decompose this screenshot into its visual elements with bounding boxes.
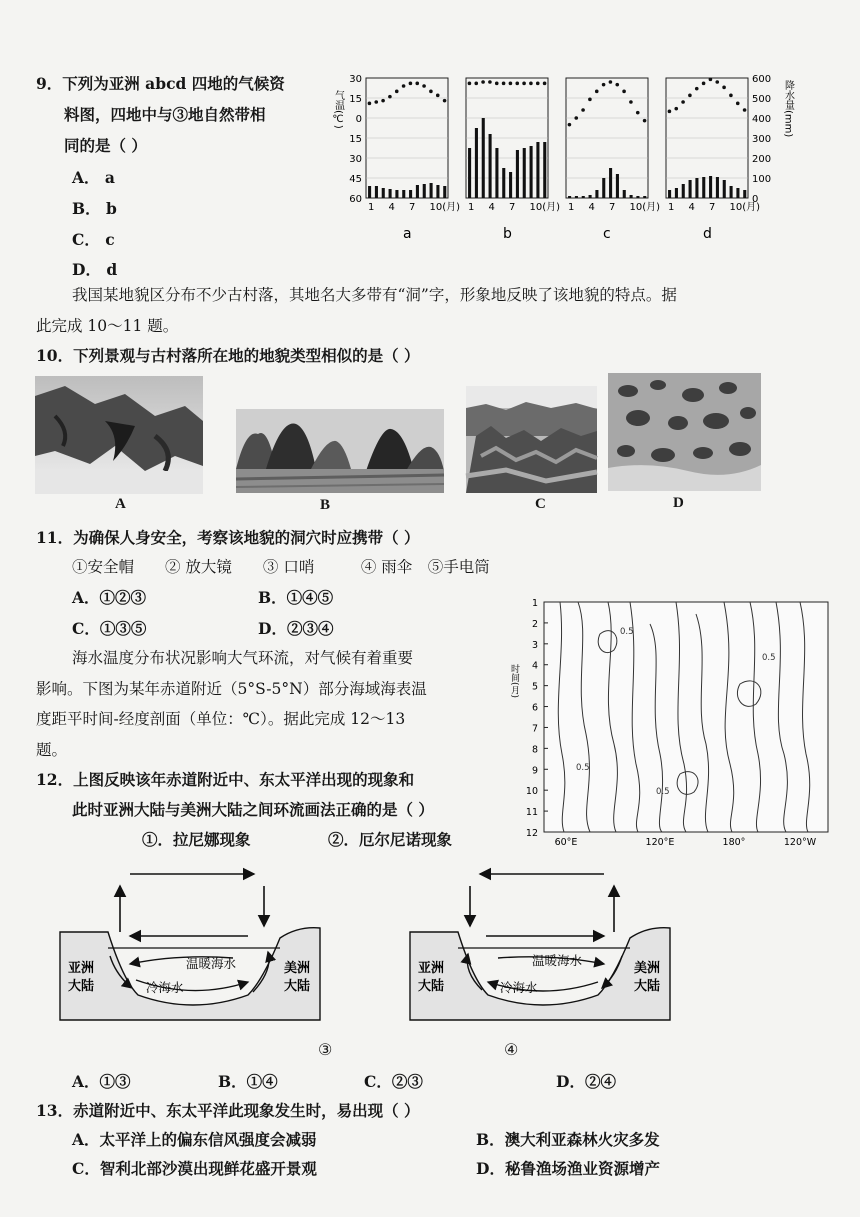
diag3-warm-water: 温暖海水: [186, 956, 237, 971]
diag4-cold-water: 冷海水: [500, 980, 538, 995]
precip-tick: 300: [752, 134, 772, 145]
precip-bar: [616, 174, 619, 198]
precip-bar: [502, 168, 505, 198]
photo-d-eroded-terrain[interactable]: [608, 373, 761, 491]
intro-12-13-line3: 度距平时间-经度剖面（单位：℃）。据此完成 12～13: [36, 710, 406, 728]
photo-d-label: D: [673, 495, 684, 511]
month-tick: 7: [409, 202, 416, 213]
precip-bar: [589, 195, 592, 198]
sst-y-tick: 12: [525, 828, 538, 839]
month-tick: 10(月): [529, 202, 561, 213]
q12-phenomenon-1: ①．拉尼娜现象: [142, 830, 251, 849]
sst-y-tick: 5: [531, 681, 538, 693]
sst-y-axis-title: 时间(月): [509, 664, 519, 699]
intro-12-13-line1: 海水温度分布状况影响大气环流，对气候有着重要: [72, 649, 414, 667]
month-tick: 7: [709, 202, 716, 213]
precip-bar: [595, 190, 598, 198]
temp-point: [429, 90, 433, 94]
temp-point: [574, 116, 578, 120]
precip-bar: [689, 180, 692, 198]
precip-bar: [530, 146, 533, 198]
precip-bar: [509, 172, 512, 198]
temp-point: [602, 83, 606, 87]
q11-option-d[interactable]: D．②③④: [258, 619, 334, 638]
q13-option-b[interactable]: B．澳大利亚森林火灾多发: [476, 1130, 660, 1149]
photo-b-karst-peaks[interactable]: [236, 409, 444, 493]
month-tick: 1: [668, 202, 675, 213]
q11-option-c[interactable]: C．①③⑤: [72, 619, 147, 638]
precip-bar: [430, 183, 433, 198]
climate-panel-label: c: [603, 226, 611, 242]
sst-x-tick: 180°: [722, 837, 746, 848]
climate-panel-label: b: [503, 226, 512, 242]
q12-stem-line2: 此时亚洲大陆与美洲大陆之间环流画法正确的是（ ）: [72, 800, 434, 819]
precip-bar: [395, 190, 398, 198]
temp-tick: 30: [349, 154, 362, 165]
intro-12-13-line2: 影响。下图为某年赤道附近（5°S-5°N）部分海域海表温: [36, 680, 427, 698]
temp-point: [715, 80, 719, 84]
q12-option-b[interactable]: B．①④: [218, 1072, 278, 1091]
month-tick: 7: [609, 202, 616, 213]
q10-stem: 10．下列景观与古村落所在地的地貌类型相似的是（ ）: [36, 346, 420, 365]
q9-stem-line1: 9．下列为亚洲 abcd 四地的气候资: [36, 74, 285, 93]
sst-y-tick: 3: [531, 639, 538, 651]
temp-point: [681, 100, 685, 104]
temp-point: [536, 82, 540, 86]
q11-items: ①安全帽 ② 放大镜 ③ 口哨 ④ 雨伞 ⑤手电筒: [72, 558, 490, 576]
q11-option-a[interactable]: A．①②③: [72, 588, 147, 607]
intro-10-11-line2: 此完成 10～11 题。: [36, 317, 179, 335]
temp-axis-title: 气温(℃): [332, 90, 344, 129]
temp-point: [474, 82, 478, 86]
temp-point: [495, 82, 499, 86]
month-tick: 10(月): [429, 202, 461, 213]
precip-bar: [468, 148, 471, 198]
q13-option-d[interactable]: D．秘鲁渔场渔业资源增产: [476, 1159, 660, 1178]
temp-point: [615, 83, 619, 87]
precip-tick: 600: [752, 74, 772, 85]
circulation-diagram-4[interactable]: [408, 860, 678, 1020]
precip-bar: [575, 196, 578, 198]
diag3-america-line2: 大陆: [284, 979, 311, 994]
temp-point: [709, 78, 713, 82]
precip-bar: [675, 188, 678, 198]
precip-bar: [609, 168, 612, 198]
precip-bar: [636, 196, 639, 198]
sst-y-tick: 4: [531, 660, 538, 672]
climate-panel-label: d: [703, 226, 712, 242]
precip-bar: [443, 186, 446, 198]
precip-bar: [475, 128, 478, 198]
temp-point: [636, 111, 640, 115]
precip-bar: [602, 178, 605, 198]
temp-point: [722, 86, 726, 90]
precip-bar: [702, 177, 705, 198]
month-tick: 1: [568, 202, 575, 213]
temp-point: [388, 95, 392, 99]
temp-point: [515, 82, 519, 86]
temp-point: [395, 90, 399, 94]
diag3-cold-water: 冷海水: [146, 980, 184, 995]
sst-y-tick: 7: [531, 723, 538, 735]
sst-y-tick: 6: [531, 702, 538, 714]
precip-bar: [682, 184, 685, 198]
temp-point: [629, 100, 633, 104]
sst-y-tick: 11: [525, 807, 538, 819]
diag4-asia-line1: 亚洲: [418, 961, 445, 976]
temp-point: [581, 108, 585, 112]
precip-tick: 100: [752, 174, 772, 185]
precip-bar: [482, 118, 485, 198]
sst-x-tick: 120°E: [645, 837, 675, 848]
temp-point: [702, 82, 706, 86]
precip-bar: [709, 176, 712, 198]
temp-tick: 45: [349, 174, 362, 185]
temp-tick: 30: [349, 74, 362, 85]
q12-phenomenon-2: ②．厄尔尼诺现象: [328, 830, 453, 849]
sst-y-tick: 9: [531, 765, 538, 777]
temp-point: [402, 84, 406, 88]
temp-point: [622, 90, 626, 94]
photo-b-label: B: [320, 497, 331, 513]
temp-point: [543, 82, 547, 86]
climate-charts: [330, 70, 794, 250]
photo-c-label: C: [535, 496, 546, 512]
intro-10-11-line1: 我国某地貌区分布不少古村落，其地名大多带有“洞”字，形象地反映了该地貌的特点。据: [72, 286, 677, 304]
q11-stem: 11．为确保人身安全，考察该地貌的洞穴时应携带（ ）: [36, 528, 420, 547]
month-tick: 4: [588, 202, 595, 213]
month-tick: 4: [488, 202, 495, 213]
temp-point: [415, 82, 419, 86]
precip-tick: 500: [752, 94, 772, 105]
precip-bar: [643, 196, 646, 198]
temp-point: [668, 110, 672, 114]
precip-bar: [723, 180, 726, 198]
q12-option-c[interactable]: C．②③: [364, 1072, 423, 1091]
precip-bar: [668, 190, 671, 198]
temp-point: [688, 94, 692, 98]
sst-y-tick: 8: [531, 744, 538, 756]
circulation-diagram-3[interactable]: [58, 860, 328, 1020]
temp-point: [743, 108, 747, 112]
temp-point: [588, 98, 592, 102]
precip-bar: [375, 186, 378, 198]
precip-bar: [630, 195, 633, 198]
temp-point: [374, 100, 378, 104]
temp-point: [368, 102, 372, 106]
temp-point: [468, 82, 472, 86]
sst-y-tick: 1: [531, 598, 538, 609]
diag4-warm-water: 温暖海水: [532, 953, 583, 968]
precip-bar: [416, 185, 419, 198]
q9-option-c[interactable]: C． c: [72, 230, 115, 249]
precip-bar: [368, 186, 371, 198]
sst-x-tick: 120°W: [783, 837, 817, 848]
month-tick: 1: [468, 202, 475, 213]
precip-bar: [743, 190, 746, 198]
temp-point: [381, 99, 385, 103]
photo-c-canyon[interactable]: [466, 386, 597, 493]
q13-option-a[interactable]: A．太平洋上的偏东信风强度会减弱: [72, 1130, 317, 1149]
climate-panel-label: a: [403, 226, 412, 242]
sst-contour-label: 0.5: [620, 627, 634, 637]
precip-bar: [716, 177, 719, 198]
temp-point: [609, 80, 613, 84]
temp-point: [422, 84, 426, 88]
photo-a-label: A: [115, 496, 126, 512]
temp-point: [695, 87, 699, 91]
sst-contour-label: 0.5: [576, 763, 590, 773]
diagram-3-label: ③: [318, 1040, 333, 1059]
temp-point: [674, 107, 678, 111]
diag4-america-line2: 大陆: [634, 979, 661, 994]
precip-bar: [516, 150, 519, 198]
q12-option-a[interactable]: A．①③: [72, 1072, 131, 1091]
month-tick: 4: [688, 202, 695, 213]
q9-option-b[interactable]: B． b: [72, 199, 117, 218]
q9-option-d[interactable]: D． d: [72, 260, 118, 279]
diag3-america-line1: 美洲: [284, 961, 311, 976]
precip-tick: 400: [752, 114, 772, 125]
q13-stem: 13．赤道附近中、东太平洋此现象发生时，易出现（ ）: [36, 1101, 420, 1120]
precip-axis-title: 降水量(mm): [782, 80, 794, 138]
temp-tick: 60: [349, 194, 362, 205]
month-tick: 7: [509, 202, 516, 213]
precip-bar: [389, 189, 392, 198]
month-tick: 4: [388, 202, 395, 213]
photo-a-karst-cave[interactable]: [35, 376, 203, 494]
month-tick: 10(月): [629, 202, 661, 213]
q12-option-d[interactable]: D．②④: [556, 1072, 616, 1091]
temp-point: [502, 82, 506, 86]
precip-bar: [623, 190, 626, 198]
month-tick: 1: [368, 202, 375, 213]
precip-bar: [582, 196, 585, 198]
precip-bar: [402, 190, 405, 198]
temp-point: [488, 80, 492, 84]
precip-tick: 0: [752, 194, 759, 205]
precip-bar: [409, 190, 412, 198]
diagram-4-label: ④: [504, 1040, 519, 1059]
q9-stem-line2: 料图，四地中与③地自然带相: [64, 105, 266, 124]
q13-option-c[interactable]: C．智利北部沙漠出现鲜花盛开景观: [72, 1159, 317, 1178]
precip-bar: [568, 196, 571, 198]
diag3-asia-line1: 亚洲: [68, 961, 95, 976]
sst-x-tick: 60°E: [554, 837, 578, 848]
intro-12-13-line4: 题。: [36, 741, 68, 759]
precip-bar: [730, 186, 733, 198]
temp-tick: 15: [349, 134, 362, 145]
temp-tick: 15: [349, 94, 362, 105]
sst-contour-label: 0.5: [656, 787, 670, 797]
q9-option-a[interactable]: A． a: [72, 168, 115, 187]
diag4-asia-line2: 大陆: [418, 979, 445, 994]
precip-bar: [543, 142, 546, 198]
precip-bar: [495, 148, 498, 198]
temp-point: [529, 82, 533, 86]
precip-bar: [523, 148, 526, 198]
temp-point: [522, 82, 526, 86]
temp-point: [643, 119, 647, 123]
temp-point: [595, 90, 599, 94]
q11-option-b[interactable]: B．①④⑤: [258, 588, 334, 607]
precip-bar: [695, 178, 698, 198]
temp-tick: 0: [355, 114, 362, 125]
temp-point: [436, 94, 440, 98]
precip-bar: [382, 188, 385, 198]
temp-point: [509, 82, 513, 86]
temp-point: [729, 94, 733, 98]
diag4-america-line1: 美洲: [634, 961, 661, 976]
sst-y-tick: 10: [525, 786, 538, 798]
sst-y-tick: 2: [531, 618, 538, 630]
temp-point: [568, 123, 572, 127]
temp-point: [481, 80, 485, 84]
q12-stem-line1: 12．上图反映该年赤道附近中、东太平洋出现的现象和: [36, 770, 415, 789]
precip-bar: [736, 188, 739, 198]
q9-stem-line3: 同的是（ ）: [64, 136, 147, 155]
temp-point: [443, 99, 447, 103]
diag3-asia-line2: 大陆: [68, 979, 95, 994]
precip-bar: [436, 185, 439, 198]
precip-bar: [489, 134, 492, 198]
sst-anomaly-chart: [500, 594, 836, 850]
month-tick: 10(月): [729, 202, 761, 213]
temp-point: [409, 82, 413, 86]
precip-bar: [536, 142, 539, 198]
sst-contour-label: 0.5: [762, 653, 776, 663]
temp-point: [736, 102, 740, 106]
precip-tick: 200: [752, 154, 772, 165]
precip-bar: [423, 184, 426, 198]
